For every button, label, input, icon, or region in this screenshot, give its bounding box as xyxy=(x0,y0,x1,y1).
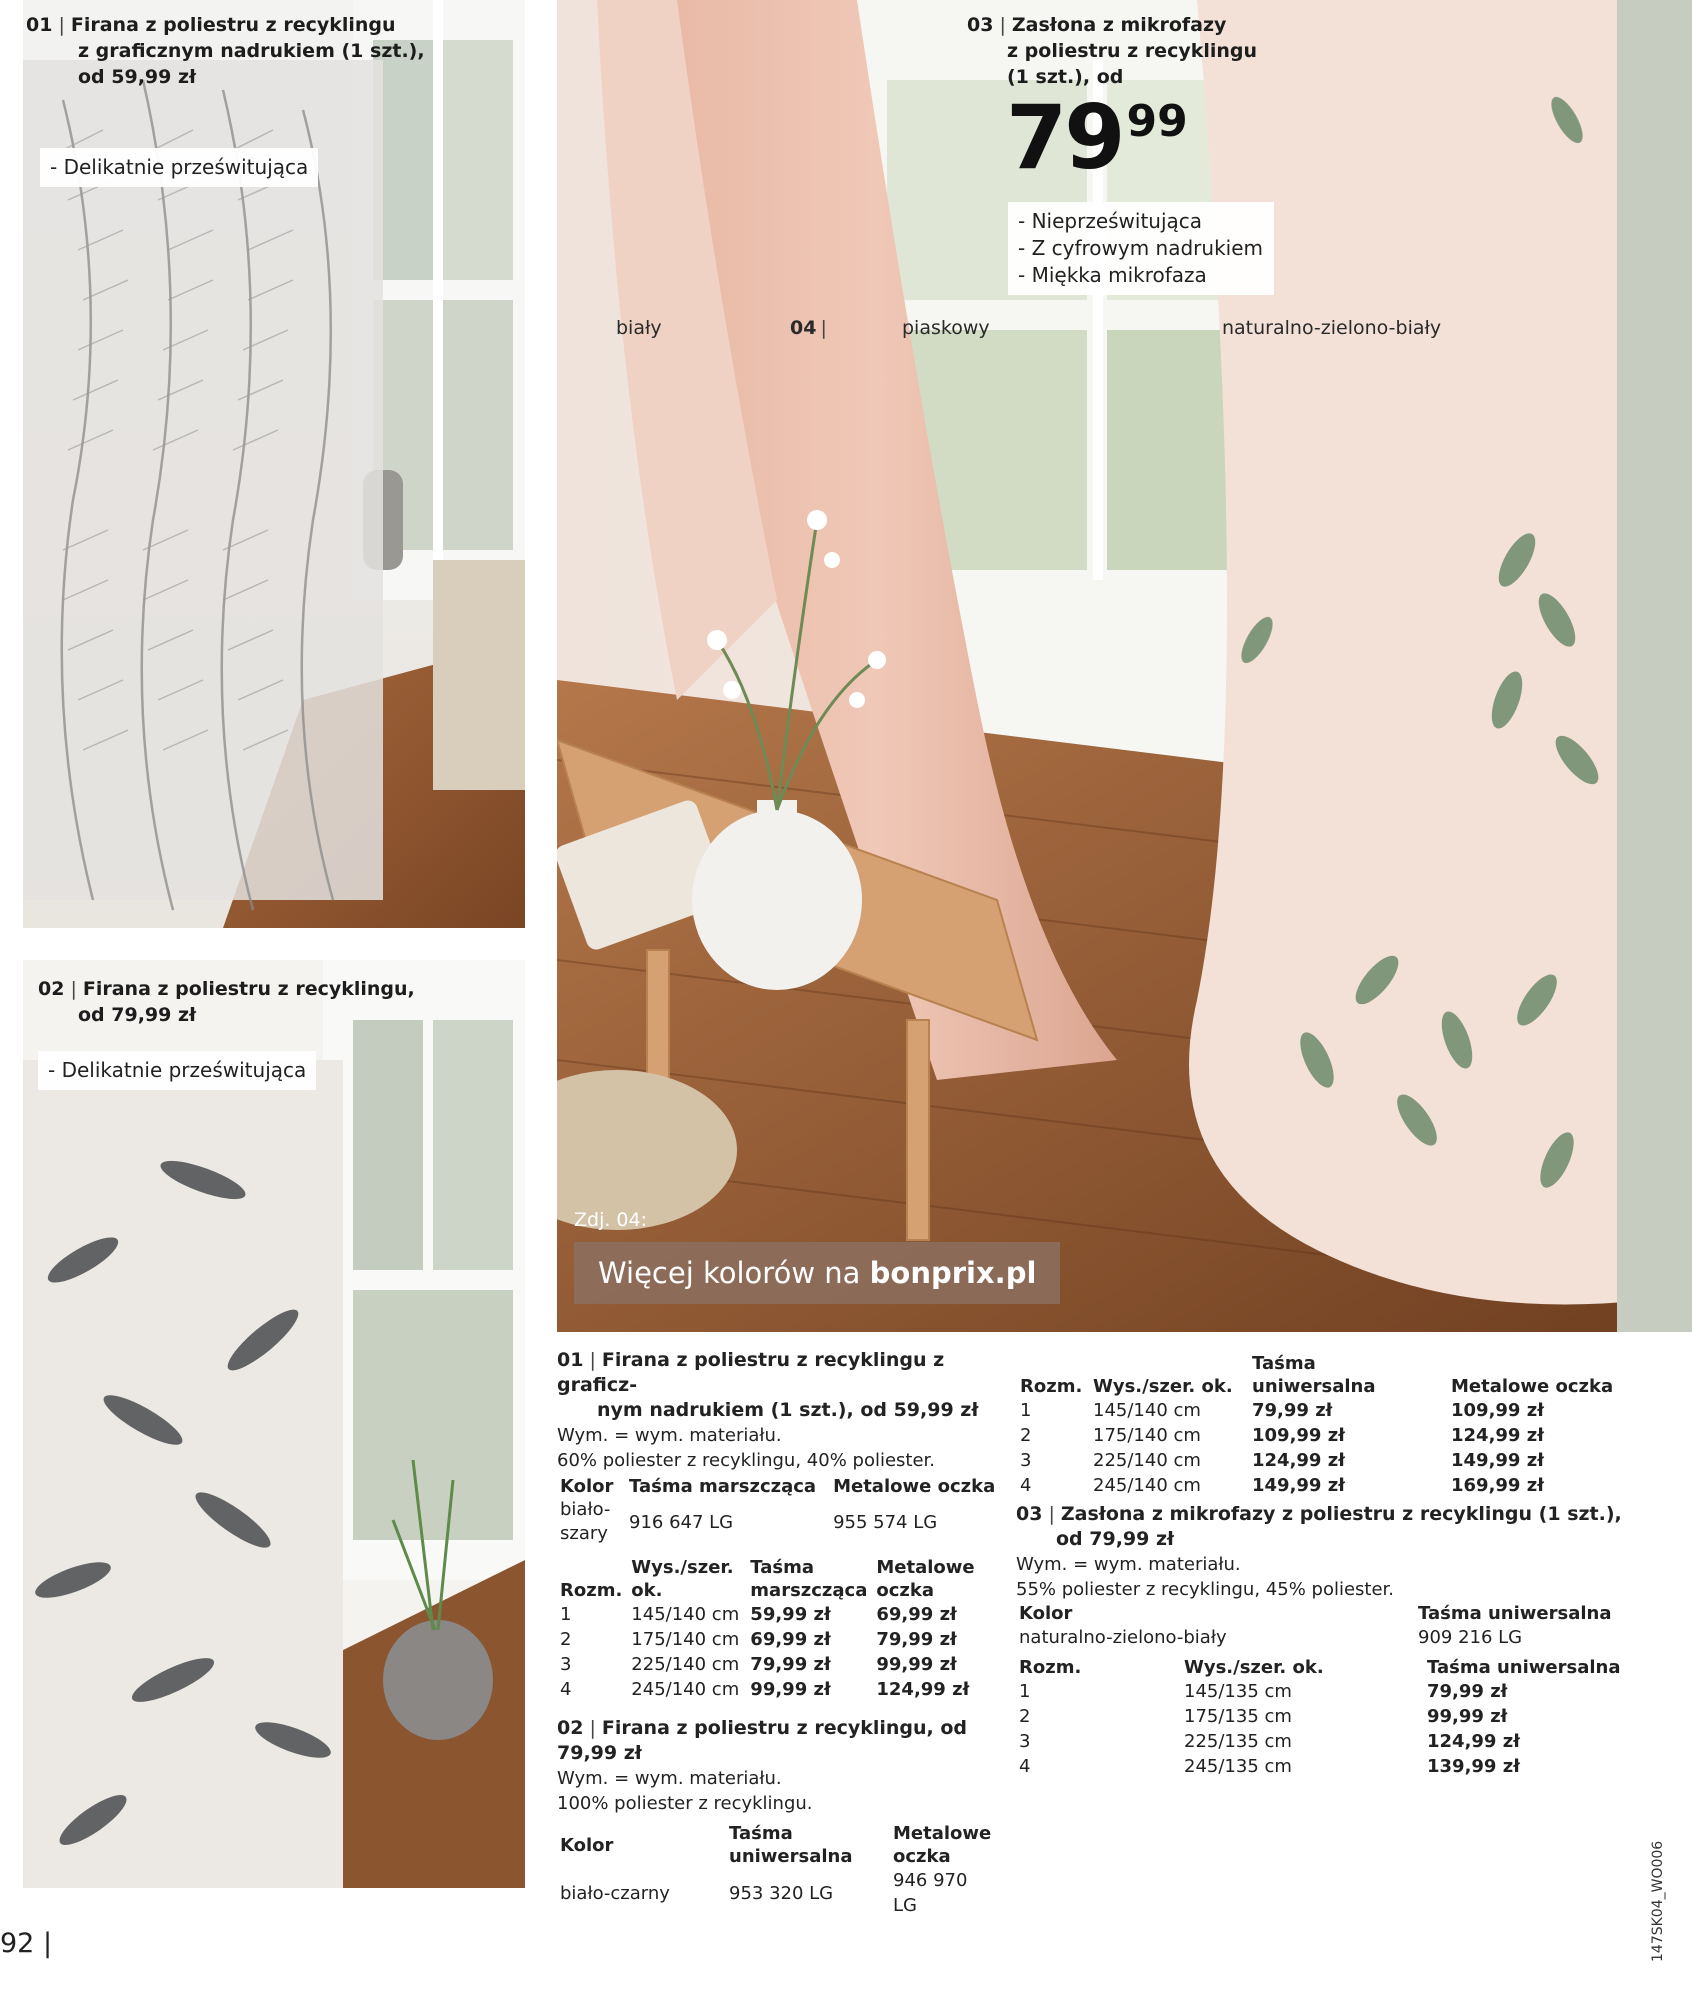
price: 149,99 zł xyxy=(1451,1450,1544,1471)
col-header: Taśma marszcząca xyxy=(629,1476,817,1497)
spec-num: 01 xyxy=(557,1349,584,1371)
table-row xyxy=(557,1602,981,1627)
size: 2 xyxy=(1020,1425,1032,1446)
spec-01 xyxy=(557,1348,1007,1702)
table-row xyxy=(1016,1704,1627,1729)
col-header: Taśma uniwersalna xyxy=(729,1823,853,1867)
photo-curtain-main xyxy=(557,0,1692,1332)
spec-material: 60% poliester z recyklingu, 40% poliester. xyxy=(557,1450,936,1471)
size: 3 xyxy=(1019,1731,1031,1752)
product-03-header: 03 | Zasłona z mikrofazy z poliestru z recyklingu (1 szt.), od xyxy=(967,14,1258,88)
spec-title-line: Zasłona z mikrofazy z poliestru z recyklingu (1 szt.), xyxy=(1060,1503,1622,1525)
col-header: Taśma uniwersalna xyxy=(1252,1353,1376,1397)
product-03-price xyxy=(1006,86,1188,189)
col-header: Wys./szer. ok. xyxy=(1093,1376,1233,1397)
more-colors-brand: bonprix.pl xyxy=(869,1256,1037,1290)
color-name: biało-szary xyxy=(560,1499,611,1544)
size: 1 xyxy=(1019,1681,1031,1702)
size: 1 xyxy=(1020,1400,1032,1421)
product-02-feature-tag: - Delikatnie prześwitująca xyxy=(38,1051,316,1090)
price: 124,99 zł xyxy=(1427,1731,1520,1752)
col-header: Wys./szer. ok. xyxy=(1184,1657,1324,1678)
dimension: 245/140 cm xyxy=(631,1679,740,1700)
size: 4 xyxy=(1020,1475,1032,1496)
col-header: Taśma uniwersalna xyxy=(1427,1657,1621,1678)
spec-title-line: Firana z poliestru z recyklingu, od 79,99 zł xyxy=(557,1717,968,1764)
product-02-header: 02 | Firana z poliestru z recyklingu, od 79,99 zł xyxy=(38,978,415,1026)
col-header: Kolor xyxy=(560,1476,614,1497)
spec-title-line: nym nadrukiem (1 szt.), od 59,99 zł xyxy=(597,1399,979,1421)
article-number: 953 320 LG xyxy=(729,1882,834,1904)
table-row xyxy=(1017,1423,1619,1448)
spec-note: Wym. = wym. materiału. xyxy=(557,1768,782,1789)
table-row xyxy=(1016,1729,1627,1754)
price: 124,99 zł xyxy=(1252,1450,1345,1471)
color-label-natural: naturalno-zielono-biały xyxy=(1222,317,1442,339)
color-label-bialy: biały xyxy=(616,317,662,339)
dimension: 145/140 cm xyxy=(631,1604,740,1625)
spec-title: 03 | Zasłona z mikrofazy z poliestru z recyklingu (1 szt.), od 79,99 zł xyxy=(1016,1502,1656,1552)
table-row xyxy=(1017,1398,1619,1423)
col-header: Taśma uniwersalna xyxy=(1418,1603,1612,1624)
label-num: 04 xyxy=(790,317,817,339)
col-header: Metalowe oczka xyxy=(1451,1376,1614,1397)
spec-num: 03 xyxy=(1016,1503,1043,1525)
dimension: 145/140 cm xyxy=(1093,1400,1201,1421)
spec-02-color-table xyxy=(557,1822,997,1918)
price: 149,99 zł xyxy=(1252,1475,1345,1496)
price: 79,99 zł xyxy=(1252,1400,1333,1421)
dimension: 175/140 cm xyxy=(631,1629,740,1650)
dimension: 225/135 cm xyxy=(1184,1731,1292,1752)
price: 169,99 zł xyxy=(1451,1475,1544,1496)
spec-title: 02 | Firana z poliestru z recyklingu, od 79,99 zł xyxy=(557,1717,968,1764)
col-header: Metalowe oczka xyxy=(893,1823,992,1867)
col-header: Rozm. xyxy=(560,1580,623,1601)
table-row xyxy=(1017,1448,1619,1473)
photo-curtain-01 xyxy=(23,0,525,928)
table-row xyxy=(557,1677,981,1702)
dimension: 245/140 cm xyxy=(1093,1475,1201,1496)
product-title-line: Firana z poliestru z recyklingu, xyxy=(82,978,415,1000)
spec-title-line: Firana z poliestru z recyklingu z graficz- xyxy=(557,1349,945,1396)
price: 124,99 zł xyxy=(876,1679,970,1700)
color-name: biało-czarny xyxy=(560,1882,670,1904)
dimension: 225/140 cm xyxy=(1093,1450,1201,1471)
size: 4 xyxy=(1019,1756,1031,1777)
spec-02 xyxy=(557,1716,1017,1918)
page-number-value: 92 xyxy=(0,1928,35,1959)
dimension: 245/135 cm xyxy=(1184,1756,1292,1777)
size: 1 xyxy=(560,1604,572,1625)
spec-02-sizes xyxy=(1017,1352,1619,1498)
size: 3 xyxy=(560,1654,572,1675)
photo-caption: Zdj. 04: xyxy=(574,1209,648,1231)
product-price-line: od 79,99 zł xyxy=(78,1004,197,1026)
article-number: 916 647 LG xyxy=(629,1511,734,1533)
price: 99,99 zł xyxy=(1427,1706,1508,1727)
dimension: 145/135 cm xyxy=(1184,1681,1292,1702)
product-01-header: 01 | Firana z poliestru z recyklingu z graficznym nadrukiem (1 szt.), od 59,99 zł xyxy=(26,14,425,88)
spec-material: 100% poliester z recyklingu. xyxy=(557,1793,813,1814)
size: 2 xyxy=(1019,1706,1031,1727)
table-row xyxy=(1016,1754,1627,1779)
dimension: 175/140 cm xyxy=(1093,1425,1201,1446)
product-title-line: Zasłona z mikrofazy xyxy=(1011,14,1227,36)
col-header: Kolor xyxy=(560,1834,614,1856)
color-label-04: 04 | xyxy=(790,317,827,339)
col-header: Metalowe oczka xyxy=(833,1476,996,1497)
article-number: 946 970 LG xyxy=(893,1870,968,1916)
size: 2 xyxy=(560,1629,572,1650)
product-title-line: z graficznym nadrukiem (1 szt.), xyxy=(78,40,425,62)
spec-03-color-table xyxy=(1016,1602,1618,1650)
spec-material: 55% poliester z recyklingu, 45% poliester. xyxy=(1016,1579,1395,1600)
product-title-line: z poliestru z recyklingu xyxy=(1007,40,1258,62)
article-number: 909 216 LG xyxy=(1418,1627,1523,1648)
spec-num: 02 xyxy=(557,1717,584,1739)
price: 79,99 zł xyxy=(750,1654,831,1675)
feature-item: - Nieprześwitująca xyxy=(1018,209,1203,233)
price: 59,99 zł xyxy=(750,1604,831,1625)
article-number: 955 574 LG xyxy=(833,1511,938,1533)
price: 69,99 zł xyxy=(876,1604,957,1625)
col-header: Wys./szer. ok. xyxy=(631,1557,734,1601)
catalog-code: 147SK04_WO006 xyxy=(1650,1840,1666,1962)
price: 79,99 zł xyxy=(1427,1681,1508,1702)
feature-item: - Miękka mikrofaza xyxy=(1018,263,1207,287)
product-01-feature-tag: - Delikatnie prześwitująca xyxy=(40,148,318,187)
page-number: 92 | xyxy=(0,1928,53,1959)
price: 99,99 zł xyxy=(750,1679,831,1700)
price-cents: 99 xyxy=(1126,96,1188,147)
table-row xyxy=(1016,1679,1627,1704)
product-price-line: od 59,99 zł xyxy=(78,66,197,88)
spec-02-size-table xyxy=(1017,1352,1619,1498)
col-header: Rozm. xyxy=(1020,1376,1083,1397)
col-header: Rozm. xyxy=(1019,1657,1082,1678)
spec-note: Wym. = wym. materiału. xyxy=(557,1425,782,1446)
spec-03 xyxy=(1016,1502,1656,1779)
color-label-piaskowy: piaskowy xyxy=(902,317,990,339)
product-num: 02 xyxy=(38,978,65,1000)
price: 99,99 zł xyxy=(876,1654,957,1675)
size: 3 xyxy=(1020,1450,1032,1471)
product-title-line: Firana z poliestru z recyklingu xyxy=(70,14,396,36)
spec-title: 01 | Firana z poliestru z recyklingu z graficz- nym nadrukiem (1 szt.), od 59,99 zł xyxy=(557,1348,1007,1423)
col-header: Taśma marszcząca xyxy=(750,1557,868,1601)
product-num: 03 xyxy=(967,14,994,36)
price: 79,99 zł xyxy=(876,1629,957,1650)
photo-curtain-02 xyxy=(23,960,525,1888)
table-row xyxy=(557,1627,981,1652)
spec-01-color-table xyxy=(557,1475,1001,1546)
spec-title-line: od 79,99 zł xyxy=(1056,1528,1175,1550)
color-name: naturalno-zielono-biały xyxy=(1019,1627,1227,1648)
price: 109,99 zł xyxy=(1451,1400,1544,1421)
dimension: 175/135 cm xyxy=(1184,1706,1292,1727)
price: 124,99 zł xyxy=(1451,1425,1544,1446)
col-header: Metalowe oczka xyxy=(876,1557,975,1601)
size: 4 xyxy=(560,1679,572,1700)
product-num: 01 xyxy=(26,14,53,36)
product-title-line: (1 szt.), od xyxy=(1007,66,1124,88)
product-03-features xyxy=(1008,202,1274,295)
dimension: 225/140 cm xyxy=(631,1654,740,1675)
table-row xyxy=(1017,1473,1619,1498)
more-colors-banner[interactable] xyxy=(574,1242,1060,1304)
price-main: 79 xyxy=(1006,86,1123,189)
spec-01-size-table xyxy=(557,1556,981,1702)
feature-item: - Z cyfrowym nadrukiem xyxy=(1018,236,1264,260)
spec-note: Wym. = wym. materiału. xyxy=(1016,1554,1241,1575)
price: 139,99 zł xyxy=(1427,1756,1520,1777)
col-header: Kolor xyxy=(1019,1603,1073,1624)
spec-03-size-table xyxy=(1016,1656,1627,1779)
more-colors-text: Więcej kolorów na xyxy=(598,1256,870,1290)
price: 69,99 zł xyxy=(750,1629,831,1650)
price: 109,99 zł xyxy=(1252,1425,1345,1446)
table-row xyxy=(557,1652,981,1677)
